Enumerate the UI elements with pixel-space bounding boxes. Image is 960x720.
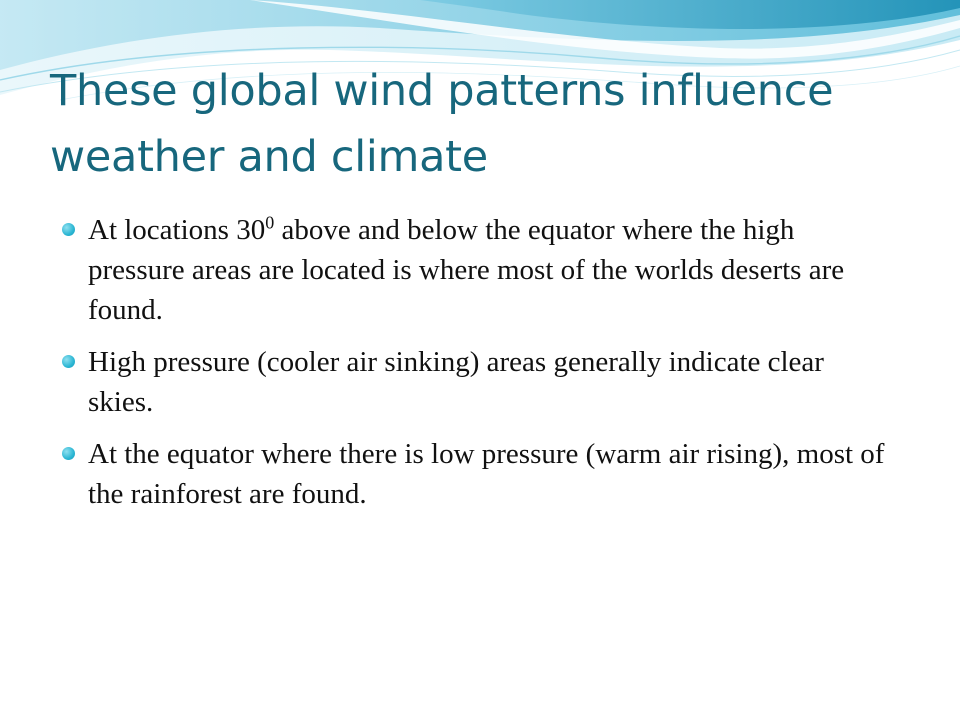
list-item <box>62 342 892 422</box>
bullet-icon <box>62 355 75 368</box>
bullet-icon <box>62 447 75 460</box>
page-title: These global wind patterns influence weather and climate <box>50 66 834 182</box>
degree-superscript: 0 <box>265 212 275 233</box>
bullet-icon <box>62 223 75 236</box>
bullet-text: At the equator where there is low pressure (warm air rising), most of the rainforest are found. <box>88 438 885 510</box>
bullet-text: High pressure (cooler air sinking) areas generally indicate clear skies. <box>88 346 824 418</box>
list-item <box>62 210 892 330</box>
bullet-text-start: At locations 30 <box>88 214 266 246</box>
list-item <box>62 434 892 514</box>
bullet-text-end: above and below the equator where the high pressure areas are located is where most of the worlds deserts are found. <box>88 214 845 326</box>
bullet-list <box>62 210 892 526</box>
